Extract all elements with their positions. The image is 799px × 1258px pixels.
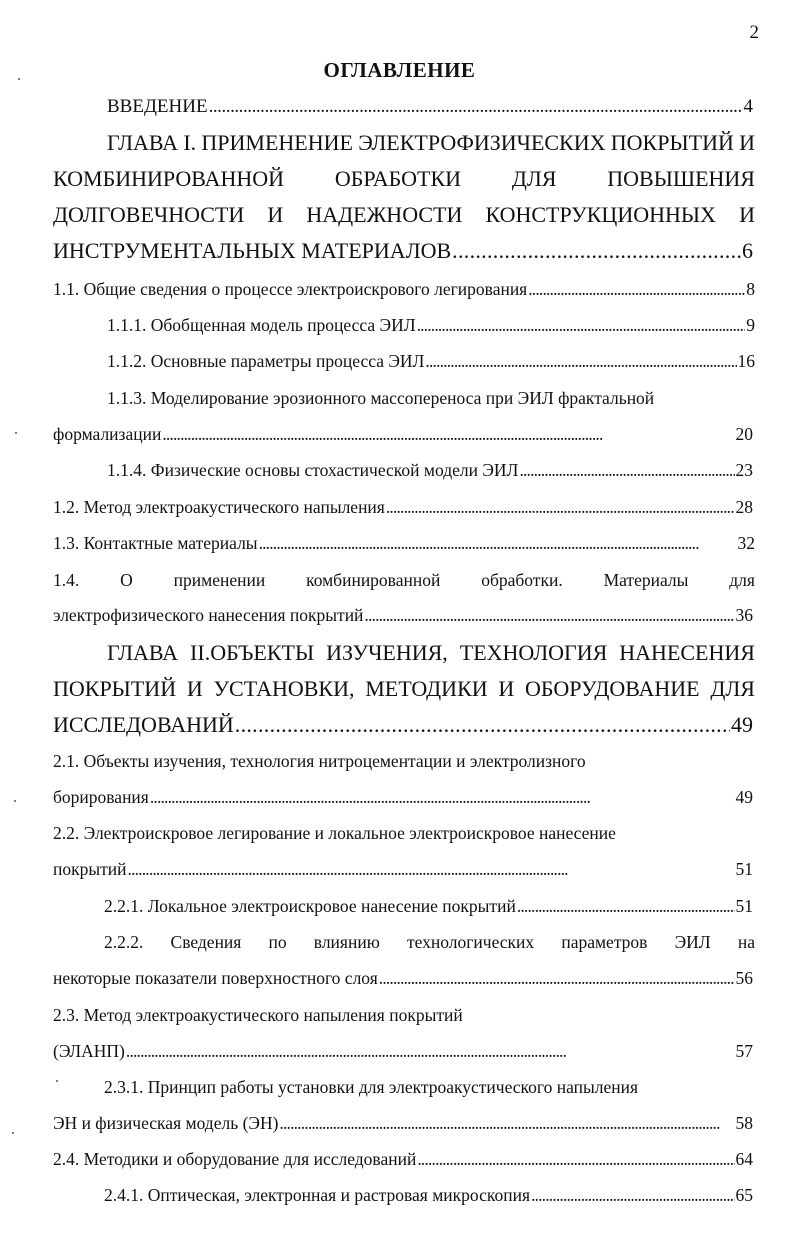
toc-2-3-1-line2[interactable]: ЭН и физическая модель (ЭН) . . . 58 bbox=[53, 1113, 753, 1134]
toc-1-1-2[interactable]: 1.1.2. Основные параметры процесса ЭИЛ . . . 16 bbox=[107, 351, 755, 372]
toc-2-1-line1[interactable]: 2.1. Объекты изучения, технология нитроцементации и электролизного bbox=[53, 751, 586, 771]
scan-speck bbox=[18, 78, 20, 80]
toc-1-1-3-line1[interactable]: 1.1.3. Моделирование эрозионного массопереноса при ЭИЛ фрактальной bbox=[107, 388, 655, 408]
scan-speck bbox=[56, 1080, 58, 1082]
page-number: 2 bbox=[749, 22, 759, 43]
toc-ch2-line3[interactable]: ИССЛЕДОВАНИЙ . . . 49 bbox=[53, 712, 753, 738]
toc-1-1-4[interactable]: 1.1.4. Физические основы стохастической модели ЭИЛ . . . 23 bbox=[107, 460, 753, 481]
toc-ch1-line2[interactable]: КОМБИНИРОВАННОЙ ОБРАБОТКИ ДЛЯ ПОВЫШЕНИЯ bbox=[53, 166, 755, 191]
toc-2-2-2-line1[interactable]: 2.2.2. Сведения по влиянию технологических параметров ЭИЛ на bbox=[104, 932, 755, 952]
scan-speck bbox=[12, 1132, 14, 1134]
toc-1-1[interactable]: 1.1. Общие сведения о процессе электроискрового легирования . . . 8 bbox=[53, 279, 755, 300]
toc-title: ОГЛАВЛЕНИЕ bbox=[323, 58, 476, 82]
toc-1-2[interactable]: 1.2. Метод электроакустического напыления . . . 28 bbox=[53, 497, 753, 518]
toc-2-4[interactable]: 2.4. Методики и оборудование для исследований . . . 64 bbox=[53, 1149, 753, 1170]
toc-1-4-line1[interactable]: 1.4. О применении комбинированной обработки. Материалы для bbox=[53, 570, 755, 590]
toc-2-2-line2[interactable]: покрытий . . . 51 bbox=[53, 859, 753, 880]
toc-2-3-1-line1[interactable]: 2.3.1. Принцип работы установки для электроакустического напыления bbox=[104, 1077, 639, 1097]
toc-2-2-line1[interactable]: 2.2. Электроискровое легирование и локальное электроискровое нанесение bbox=[53, 823, 616, 843]
toc-2-1-line2[interactable]: борирования . . . 49 bbox=[53, 787, 753, 808]
toc-ch2-line2[interactable]: ПОКРЫТИЙ И УСТАНОВКИ, МЕТОДИКИ И ОБОРУДОВАНИЕ ДЛЯ bbox=[53, 676, 755, 701]
toc-2-2-1[interactable]: 2.2.1. Локальное электроискровое нанесение покрытий . . . 51 bbox=[104, 896, 753, 917]
toc-1-3[interactable]: 1.3. Контактные материалы . . . 32 bbox=[53, 533, 755, 554]
toc-ch1-line1[interactable]: ГЛАВА I. ПРИМЕНЕНИЕ ЭЛЕКТРОФИЗИЧЕСКИХ ПОКРЫТИЙ И bbox=[107, 130, 755, 155]
toc-ch2-line1[interactable]: ГЛАВА II.ОБЪЕКТЫ ИЗУЧЕНИЯ, ТЕХНОЛОГИЯ НАНЕСЕНИЯ bbox=[107, 640, 755, 665]
toc-2-2-2-line2[interactable]: некоторые показатели поверхностного слоя . . . 56 bbox=[53, 968, 753, 989]
toc-2-3-line1[interactable]: 2.3. Метод электроакустического напыления покрытий bbox=[53, 1005, 463, 1025]
scan-speck bbox=[15, 432, 17, 434]
toc-1-1-3-line2[interactable]: формализации . . . 20 bbox=[53, 424, 753, 445]
toc-ch1-line4[interactable]: ИНСТРУМЕНТАЛЬНЫХ МАТЕРИАЛОВ . . . 6 bbox=[53, 238, 753, 264]
toc-2-3-line2[interactable]: (ЭЛАНП) . . . 57 bbox=[53, 1041, 753, 1062]
toc-ch1-line3[interactable]: ДОЛГОВЕЧНОСТИ И НАДЕЖНОСТИ КОНСТРУКЦИОННЫХ И bbox=[53, 202, 755, 227]
toc-1-4-line2[interactable]: электрофизического нанесения покрытий . . . 36 bbox=[53, 605, 753, 626]
toc-2-4-1[interactable]: 2.4.1. Оптическая, электронная и растровая микроскопия . . . 65 bbox=[104, 1185, 753, 1206]
toc-1-1-1[interactable]: 1.1.1. Обобщенная модель процесса ЭИЛ . . . 9 bbox=[107, 315, 755, 336]
toc-intro[interactable]: ВВЕДЕНИЕ . . . 4 bbox=[107, 96, 753, 118]
scan-speck bbox=[14, 800, 16, 802]
